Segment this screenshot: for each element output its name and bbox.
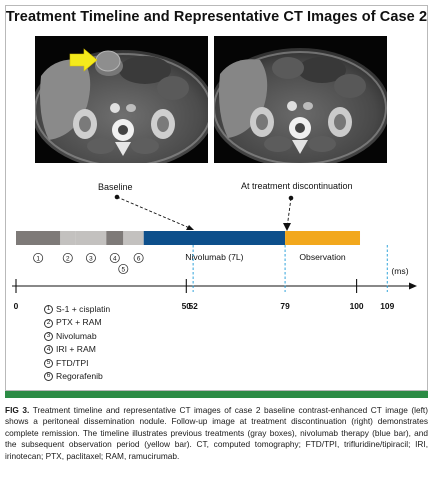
- time-tick-label: 109: [380, 301, 395, 311]
- nivolumab-bar: [144, 231, 285, 245]
- legend-label: PTX + RAM: [56, 317, 102, 328]
- figure-caption: [5, 405, 428, 462]
- legend-label: S-1 + cisplatin: [56, 304, 111, 314]
- legend-number: 6: [44, 372, 53, 381]
- prior-treatment-segment-6: [134, 231, 144, 245]
- baseline-label: Baseline: [98, 182, 133, 192]
- legend-number: 4: [44, 345, 53, 354]
- time-tick-label: 52: [188, 301, 198, 311]
- figure-label: FIG 3.: [5, 405, 30, 415]
- time-axis-unit: (ms): [391, 266, 409, 276]
- observation-label: Observation: [299, 252, 346, 262]
- figure-caption-text: Treatment timeline and representative CT images of case 2 baseline contrast-enhanced CT image (left) shows a peritoneal dissemination nodule. Follow-up image at treatment discontinuation (right) demonstrates complete remission. The timeline illustrates previous treatments (gray boxes), nivolumab therapy (blue bar), and the subsequent observation period (yellow bar). CT, computed tomography; FTD/TPI, trifluridine/tipiracil; IRI, irinotecan; PTX, paclitaxel; RAM, ramucirumab.: [5, 405, 428, 461]
- legend-label: IRI + RAM: [56, 344, 96, 355]
- legend-label: Nivolumab: [56, 330, 97, 341]
- regimen-legend: [44, 303, 110, 383]
- discontinuation-pointer-head: [283, 223, 291, 231]
- nivolumab-label: Nivolumab (7L): [185, 252, 244, 262]
- observation-bar: [285, 231, 360, 245]
- legend-label: Regorafenib: [56, 371, 103, 382]
- time-tick-label: 50: [181, 301, 191, 311]
- legend-item-1: [44, 303, 110, 316]
- discontinuation-label: At treatment discontinuation: [241, 181, 353, 191]
- prior-treatment-segment-3: [76, 231, 107, 245]
- time-tick-label: 79: [280, 301, 290, 311]
- legend-number: 1: [44, 305, 53, 314]
- prior-treatment-segment-4: [106, 231, 123, 245]
- time-tick-label: 0: [13, 301, 19, 311]
- legend-number: 5: [44, 359, 53, 368]
- prior-treatment-segment-1: [16, 231, 60, 245]
- figure-divider: [5, 391, 428, 398]
- nodule-arrow-icon: [70, 49, 97, 71]
- prior-treatment-segment-2: [60, 231, 75, 245]
- legend-number: 3: [44, 332, 53, 341]
- time-tick-label: 100: [349, 301, 364, 311]
- baseline-pointer: [117, 197, 192, 229]
- legend-item-4: [44, 343, 110, 356]
- legend-item-3: [44, 330, 110, 343]
- regimen-marker-number: 5: [121, 266, 126, 274]
- legend-item-2: [44, 316, 110, 329]
- legend-item-5: [44, 357, 110, 370]
- legend-label: FTD/TPI: [56, 357, 89, 368]
- legend-number: 2: [44, 319, 53, 328]
- regimen-marker-number: 4: [112, 255, 117, 263]
- figure-title: Treatment Timeline and Representative CT Images of Case 2: [5, 9, 428, 25]
- prior-treatment-segment-5: [123, 231, 133, 245]
- time-axis-arrow-icon: [409, 283, 417, 290]
- baseline-pointer-head: [186, 225, 194, 230]
- regimen-marker-number: 3: [89, 255, 93, 263]
- regimen-marker-number: 1: [36, 255, 40, 263]
- legend-item-6: [44, 370, 110, 383]
- regimen-marker-number: 6: [136, 255, 141, 263]
- regimen-marker-number: 2: [65, 255, 70, 263]
